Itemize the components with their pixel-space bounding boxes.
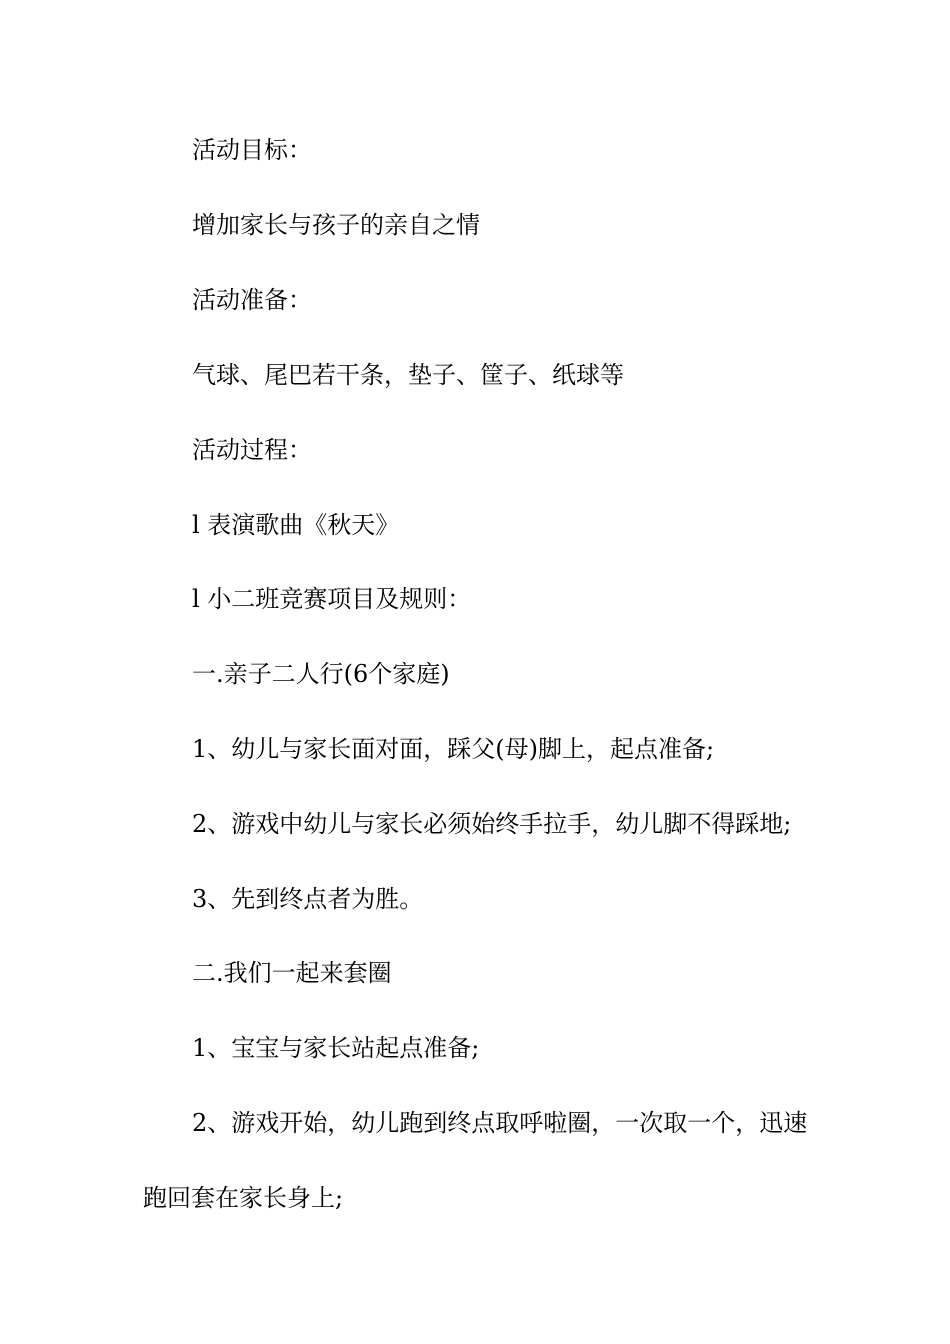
game-one-rule-2: 2、游戏中幼儿与家长必须始终手拉手，幼儿脚不得踩地; [192, 810, 792, 838]
game-two-rule-2: 2、游戏开始，幼儿跑到终点取呼啦圈，一次取一个，迅速 [192, 1109, 808, 1137]
game-two-rule-2-continued: 跑回套在家长身上; [143, 1184, 344, 1212]
heading-goal: 活动目标： [192, 136, 312, 164]
game-one-rule-1: 1、幼儿与家长面对面，踩父(母)脚上，起点准备; [192, 735, 715, 763]
heading-process: 活动过程： [192, 436, 312, 464]
game-one-rule-3: 3、先到终点者为胜。 [192, 885, 424, 913]
game-one-title: 一.亲子二人行(6个家庭) [192, 660, 450, 688]
heading-preparation: 活动准备： [192, 286, 312, 314]
goal-text: 增加家长与孩子的亲自之情 [192, 211, 480, 239]
game-two-title: 二.我们一起来套圈 [192, 959, 392, 987]
preparation-text: 气球、尾巴若干条，垫子、筐子、纸球等 [192, 361, 624, 389]
game-two-rule-1: 1、宝宝与家长站起点准备; [192, 1034, 480, 1062]
process-item-rules: l 小二班竞赛项目及规则： [192, 585, 472, 613]
process-item-song: l 表演歌曲《秋天》 [192, 511, 400, 539]
